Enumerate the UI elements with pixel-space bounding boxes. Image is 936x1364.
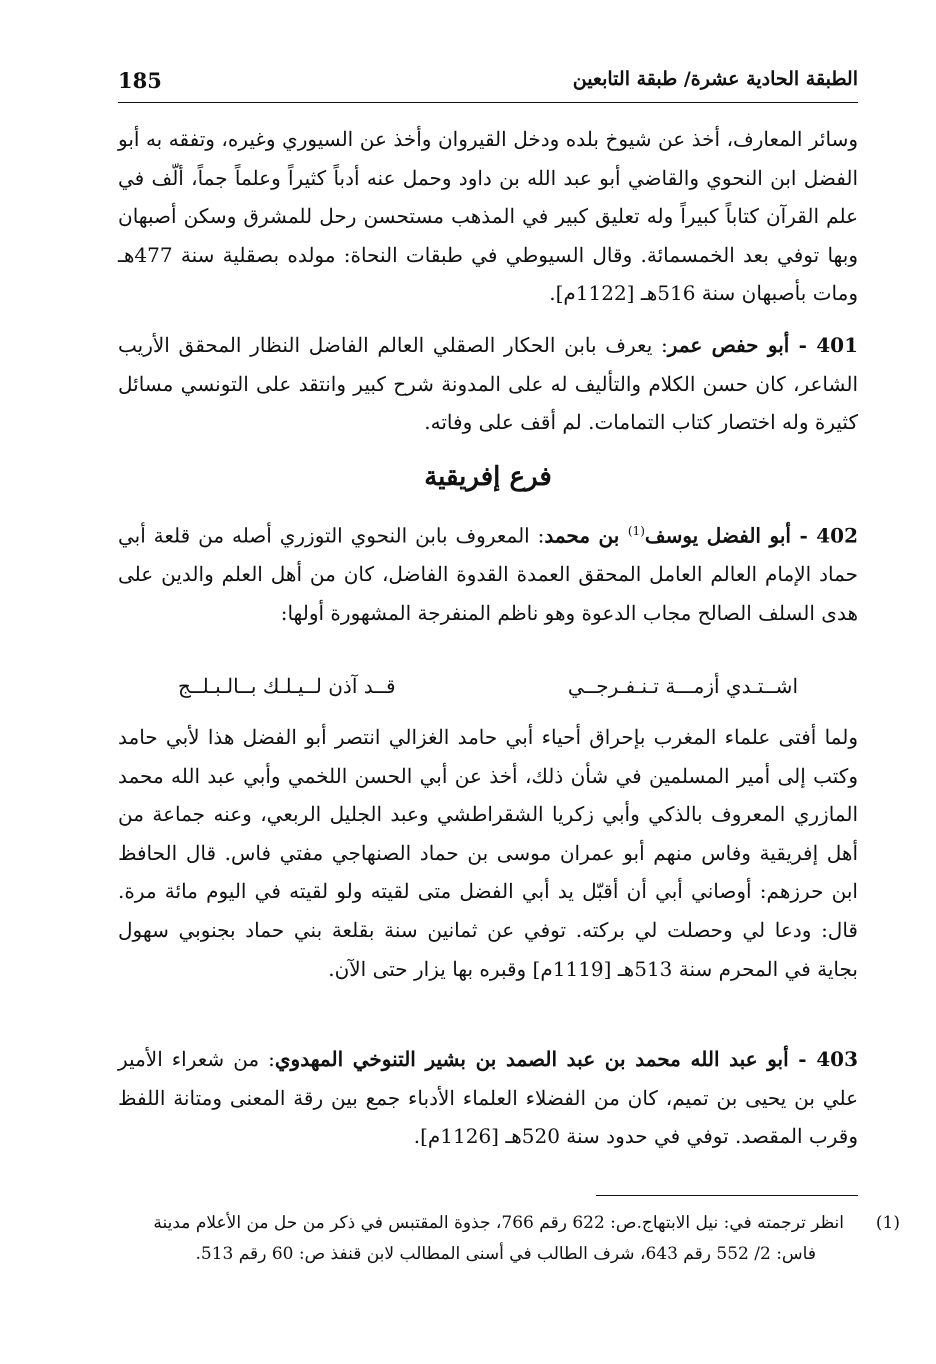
- entry-402-continuation: [118, 718, 858, 988]
- entry-402-continuation-text: ولما أفتى علماء المغرب بإحراق أحياء أبي حامد الغزالي انتصر أبو الفضل هذا لأبي حامد وكتب إلى أمير المسلمين في شأن ذلك، أخذ عن أبي الحسن اللخمي وأبي عبد الله محمد المازري المعروف بالذكي وأبي زكريا الشقراطشي وعبد الجليل الربعي، وعنه جماعة من أهل إفريقية وفاس منهم أبو عمران موسى بن حماد الصنهاجي مفتي فاس. قال الحافظ ابن حرزهم: أوصاني أبي أن أقبّل يد أبي الفضل متى لقيته ولو لقيته في اليوم مائة مرة. قال: ودعا لي وحصلت لي بركته. توفي عن ثمانين سنة بقلعة بني حماد بجنوبي سهول بجاية في المحرم سنة 513هـ [1119م] وقبره بها يزار حتى الآن.: [118, 725, 858, 981]
- footnote-divider: [596, 1195, 858, 1196]
- poem-verse: [118, 670, 858, 710]
- footnote-reference[interactable]: (1): [627, 524, 645, 538]
- verse-first-hemistich: اشــتـدي أزمـــة تـنـفـرجــي: [567, 674, 798, 698]
- entry-401-heading: 401 - أبو حفص عمر: [667, 333, 859, 357]
- section-heading: فرع إفريقية: [424, 462, 552, 492]
- entry-402-text: : المعروف بابن النحوي التوزري أصله من قلعة أبي حماد الإمام العالم العامل المحقق العمدة القدوة الفاضل، كان من أهل العلم والدين على هدى السلف الصالح مجاب الدعوة وهو ناظم المنفرجة المشهورة أولها:: [118, 523, 858, 625]
- entry-403-heading: 403 - أبو عبد الله محمد بن عبد الصمد بن بشير التنوخي المهدوي: [274, 1047, 858, 1071]
- intro-paragraph: [118, 120, 858, 313]
- running-title: الطبقة الحادية عشرة/ طبقة التابعين: [572, 68, 858, 90]
- entry-401-text: : يعرف بابن الحكار الصقلي العالم الفاضل النظار المحقق الأريب الشاعر، كان حسن الكلام والتأليف له على المدونة شرح كبير وانتقد على التونسي مسائل كثيرة وله اختصار كتاب التمامات. لم أقف على وفاته.: [118, 333, 858, 435]
- footnote: (1)انظر ترجمته في: نيل الابتهاج.ص: 622 رقم 766، جذوة المقتبس في ذكر من حل من الأعلام مدينة فاس: 2/ 552 رقم 643، شرف الطالب في أسنى المطالب لابن قنفذ ص: 60 رقم 513.: [153, 1213, 900, 1264]
- entry-403: [118, 1040, 858, 1156]
- entry-402: [118, 512, 858, 632]
- page-header: [118, 62, 858, 103]
- intro-text: وسائر المعارف، أخذ عن شيوخ بلده ودخل القيروان وأخذ عن السيوري وغيره، وتفقه به أبو الفضل ابن النحوي والقاضي أبو عبد الله بن داود وحمل عنه أدباً كثيراً وعلماً جماً، ألّف في علم القرآن كتاباً كبيراً وله تعليق كبير في المذهب مستحسن رحل للمشرق وسكن أصبهان وبها توفي بعد الخمسمائة. وقال السيوطي في طبقات النحاة: مولده بصقلية سنة 477هـ ومات بأصبهان سنة 516هـ [1122م].: [118, 127, 858, 306]
- footnote-text: انظر ترجمته في: نيل الابتهاج.ص: 622 رقم 766، جذوة المقتبس في ذكر من حل من الأعلام مدينة فاس: 2/ 552 رقم 643، شرف الطالب في أسنى المطالب لابن قنفذ ص: 60 رقم 513.: [153, 1213, 844, 1264]
- entry-401: [118, 326, 858, 442]
- entry-403-text: : من شعراء الأمير علي بن يحيى بن تميم، كان من الفضلاء العلماء الأدباء جمع بين رقة المعنى ومتانة اللفظ وقرب المقصد. توفي في حدود سنة 520هـ [1126م].: [118, 1047, 858, 1149]
- entry-402-heading-father: بن محمد: [544, 523, 628, 548]
- verse-second-hemistich: قــد آذن لــيـلـك بــالـبـلــج: [178, 674, 396, 698]
- page-number: 185: [118, 68, 162, 93]
- entry-402-heading-name: 402 - أبو الفضل يوسف: [644, 523, 858, 548]
